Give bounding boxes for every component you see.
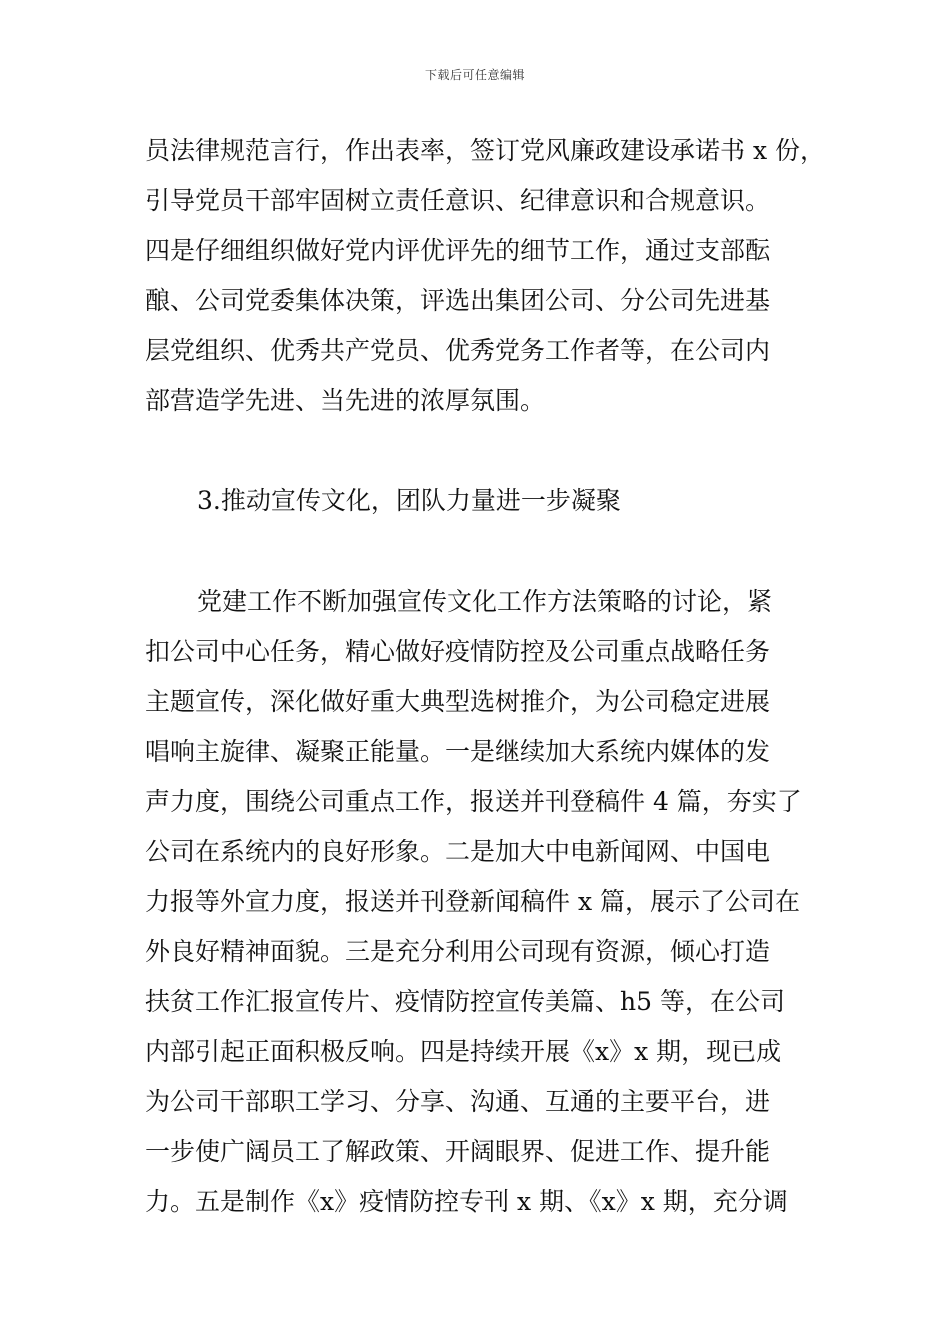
section-heading-text: 3.推动宣传文化，团队力量进一步凝聚 bbox=[197, 486, 621, 515]
paragraph-line: 为公司干部职工学习、分享、沟通、互通的主要平台，进 bbox=[145, 1087, 771, 1116]
paragraph-line: 扶贫工作汇报宣传片、疫情防控宣传美篇、h5 等，在公司 bbox=[145, 987, 785, 1016]
paragraph-line: 扣公司中心任务，精心做好疫情防控及公司重点战略任务 bbox=[145, 637, 771, 666]
paragraph-line: 党建工作不断加强宣传文化工作方法策略的讨论，紧 bbox=[197, 587, 773, 616]
paragraph-line: 力。五是制作《x》疫情防控专刊 x 期、《x》x 期，充分调 bbox=[145, 1187, 788, 1216]
paragraph-publicity-culture bbox=[145, 577, 825, 1227]
paragraph-line: 一步使广阔员工了解政策、开阔眼界、促进工作、提升能 bbox=[145, 1137, 771, 1166]
section-heading bbox=[145, 476, 825, 526]
paragraph-line: 酿、公司党委集体决策，评选出集团公司、分公司先进基 bbox=[145, 286, 771, 315]
paragraph-line: 四是仔细组织做好党内评优评先的细节工作，通过支部酝 bbox=[145, 236, 771, 265]
paragraph-line: 部营造学先进、当先进的浓厚氛围。 bbox=[145, 386, 546, 415]
paragraph-line: 外良好精神面貌。三是充分利用公司现有资源，倾心打造 bbox=[145, 937, 771, 966]
paragraph-line: 力报等外宣力度，报送并刊登新闻稿件 x 篇，展示了公司在 bbox=[145, 887, 800, 916]
paragraph-line: 层党组织、优秀共产党员、优秀党务工作者等，在公司内 bbox=[145, 336, 771, 365]
paragraph-line: 员法律规范言行，作出表率，签订党风廉政建设承诺书 x 份， bbox=[145, 136, 825, 165]
paragraph-line: 唱响主旋律、凝聚正能量。一是继续加大系统内媒体的发 bbox=[145, 737, 771, 766]
paragraph-party-discipline bbox=[145, 126, 825, 426]
paragraph-line: 引导党员干部牢固树立责任意识、纪律意识和合规意识。 bbox=[145, 186, 771, 215]
paragraph-line: 主题宣传，深化做好重大典型选树推介，为公司稳定进展 bbox=[145, 687, 771, 716]
page-header-note: 下载后可任意编辑 bbox=[424, 68, 525, 82]
paragraph-line: 内部引起正面积极反响。四是持续开展《x》x 期，现已成 bbox=[145, 1037, 782, 1066]
paragraph-line: 公司在系统内的良好形象。二是加大中电新闻网、中国电 bbox=[145, 837, 771, 866]
paragraph-line: 声力度，围绕公司重点工作，报送并刊登稿件 4 篇，夯实了 bbox=[145, 787, 802, 816]
